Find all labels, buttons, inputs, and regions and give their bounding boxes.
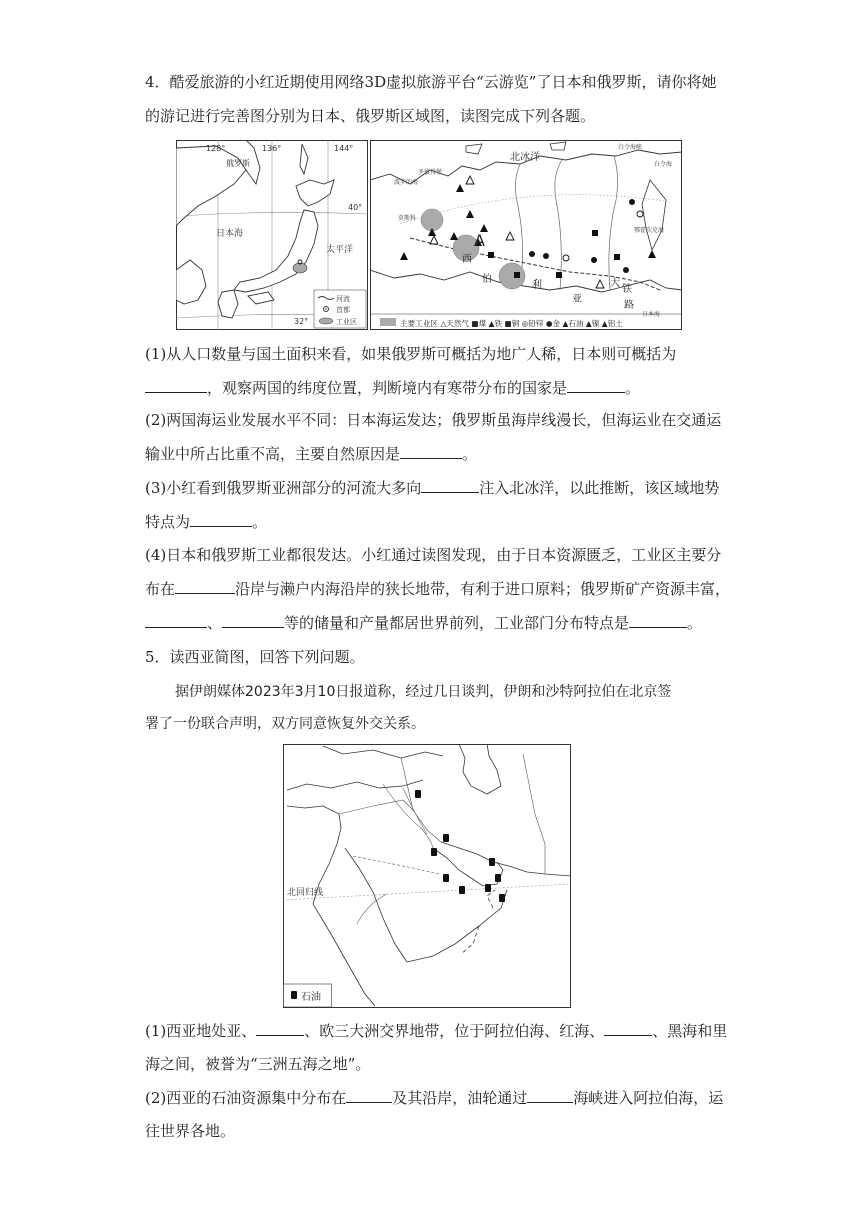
answer-blank[interactable] — [175, 579, 235, 594]
q4-part3-line2: 特点为 。 — [145, 513, 268, 531]
news-line2: 署了一份联合声明，双方同意恢复外交关系。 — [145, 716, 425, 732]
q4-part4-line2: 布在 沿岸与濑户内海沿岸的狭长地带，有利于进口原料；俄罗斯矿产资源丰富， — [145, 580, 731, 598]
answer-blank[interactable] — [421, 478, 479, 493]
label-bering-sea: 白令海 — [654, 161, 673, 168]
japan-lon-144: 144° — [334, 144, 354, 153]
label-da: 大 — [610, 278, 620, 289]
label-xi: 西 — [462, 254, 472, 265]
q4-part2-line1: (2)两国海运业发展水平不同：日本海运发达；俄罗斯虽海岸线漫长，但海运业在交通运 — [145, 411, 722, 429]
q5-title: 5．读西亚简图，回答下列问题。 — [145, 648, 365, 666]
label-pacific: 太平洋 — [326, 245, 354, 255]
label-bering-strait: 白令海峡 — [618, 144, 643, 151]
answer-blank[interactable] — [222, 613, 284, 628]
label-tropic-of-cancer: 北回归线 — [287, 888, 324, 898]
answer-blank[interactable] — [346, 1088, 392, 1103]
q4-part4-line1: (4)日本和俄罗斯工业都很发达。小红通过读图发现，由于日本资源匮乏，工业区主要分 — [145, 546, 722, 564]
label-baltic: 波罗的海 — [394, 179, 419, 186]
japan-lon-136: 136° — [262, 144, 282, 153]
label-moscow: 莫斯科 — [398, 215, 417, 222]
legend-capital: 首都 — [336, 306, 350, 314]
q4-intro-line1: 4．酷爱旅游的小红近期使用网络3D虚拟旅游平台“云游览”了日本和俄罗斯，请你将她 — [145, 73, 717, 91]
label-russia: 俄罗斯 — [226, 159, 250, 168]
answer-blank[interactable] — [527, 1088, 573, 1103]
label-bo: 伯 — [482, 274, 492, 285]
japan-map — [176, 140, 368, 330]
answer-blank[interactable] — [567, 378, 625, 393]
japan-lon-128: 128° — [206, 144, 226, 153]
news-line1: 据伊朗媒体2023年3月10日报道称，经过几日谈判，伊朗和沙特阿拉伯在北京签 — [175, 684, 672, 700]
q4-part1-line2: ，观察两国的纬度位置，判断境内有寒带分布的国家是 。 — [145, 378, 725, 398]
label-arctic-ocean: 北冰洋 — [510, 152, 540, 163]
answer-blank[interactable] — [145, 378, 207, 393]
label-okhotsk-sea: 鄂霍次克海 — [634, 227, 665, 234]
legend-industrial: 工业区 — [336, 318, 357, 326]
japan-lat-40: 40° — [348, 203, 363, 212]
label-st-petersburg: 圣彼得堡 — [418, 169, 443, 176]
q4-part3-line1: (3)小红看到俄罗斯亚洲部分的河流大多向 注入北冰洋，以此推断，该区域地势 — [145, 479, 720, 497]
q5-part2-line2: 往世界各地。 — [145, 1122, 236, 1140]
q4-intro-line2: 的游记进行完善图分别为日本、俄罗斯区域图，读图完成下列各题。 — [145, 107, 596, 125]
label-lu: 路 — [624, 300, 634, 311]
legend-river: 河流 — [336, 295, 350, 303]
answer-blank[interactable] — [400, 444, 462, 459]
q4-part1-line1: (1)从人口数量与国土面积来看，如果俄罗斯可概括为地广人稀，日本则可概括为 — [145, 345, 677, 363]
industrial-legend-icon — [319, 318, 333, 324]
label-li: 利 — [532, 280, 542, 291]
label-sea-of-japan: 日本海 — [216, 229, 244, 239]
q5-part2-line1: (2)西亚的石油资源集中分布在 及其沿岸，油轮通过 海峡进入阿拉伯海，运 — [145, 1089, 724, 1107]
japan-lat-32: 32° — [294, 317, 309, 326]
answer-blank[interactable] — [145, 613, 207, 628]
russia-legend: 主要工业区 △天然气 ■煤 ▲铁 ■铜 ◎铅锌 ●金 ▲石油 ▲镍 ▲铝土 — [400, 319, 623, 328]
industrial-region-legend-icon — [380, 318, 396, 326]
label-tie: 铁 — [622, 284, 632, 295]
answer-blank[interactable] — [256, 1021, 304, 1036]
answer-blank[interactable] — [604, 1021, 652, 1036]
legend-oil: 石油 — [301, 992, 321, 1003]
answer-blank[interactable] — [629, 613, 687, 628]
oil-legend-icon — [291, 991, 297, 999]
label-ya: 亚 — [572, 294, 582, 305]
q4-part2-line2: 输业中所占比重不高，主要自然原因是 。 — [145, 445, 478, 463]
label-a: A — [474, 231, 485, 250]
russia-map — [370, 140, 682, 330]
west-asia-map — [283, 744, 571, 1008]
q4-part4-line3: 、 等的储量和产量都居世界前列，工业部门分布特点是 。 — [145, 613, 725, 633]
q5-part1-line2: 海之间，被誉为“三洲五海之地”。 — [145, 1055, 371, 1073]
label-sea-of-japan-ru: 日本海 — [642, 311, 661, 318]
answer-blank[interactable] — [190, 512, 252, 527]
q5-part1-line1: (1)西亚地处亚、 、欧三大洲交界地带，位于阿拉伯海、红海、 、黑海和里 — [145, 1022, 728, 1040]
